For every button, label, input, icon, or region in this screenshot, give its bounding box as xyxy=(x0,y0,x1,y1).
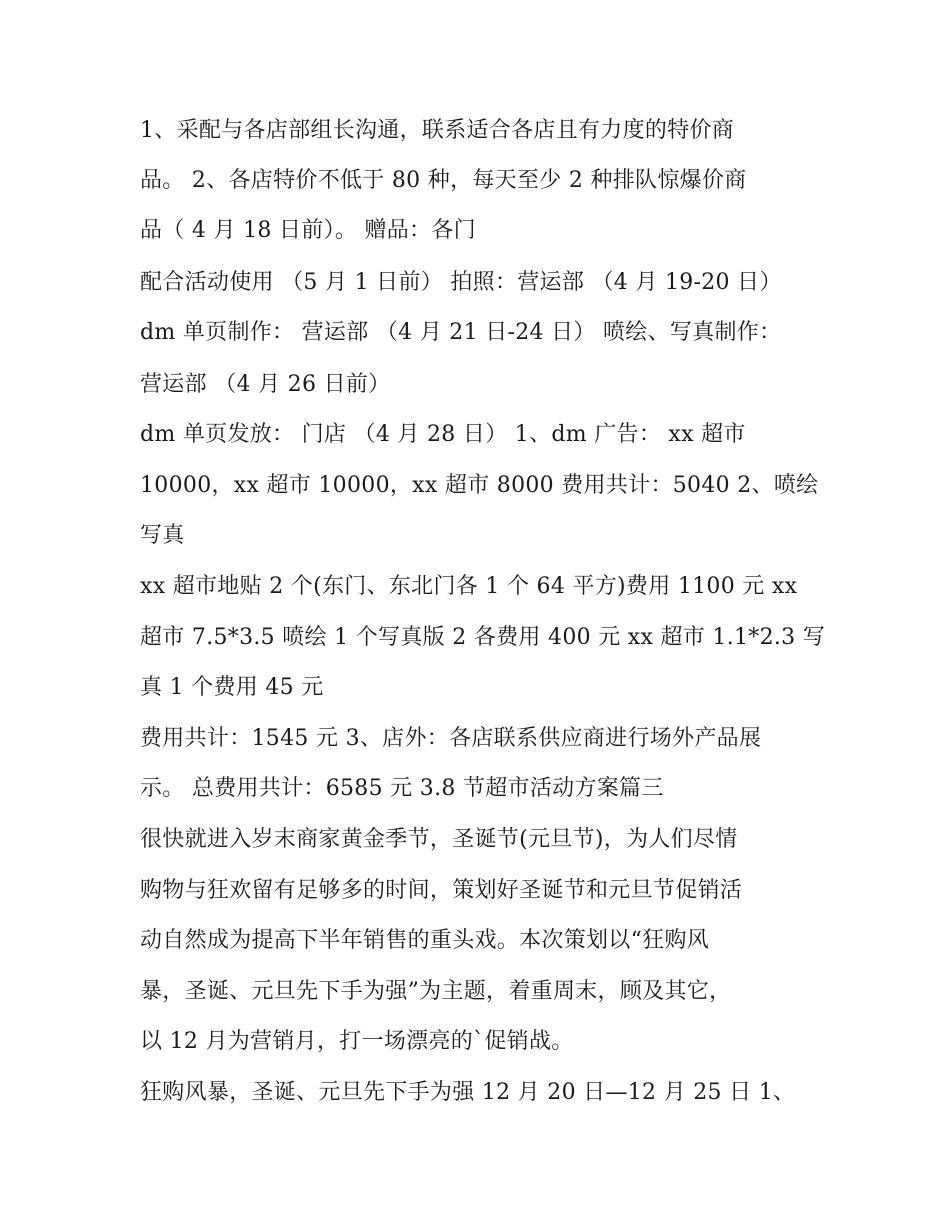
text-line: 狂购风暴，圣诞、元旦先下手为强 12 月 20 日—12 月 25 日 1、 xyxy=(140,1080,796,1105)
text-line: 品。 2、各店特价不低于 80 种，每天至少 2 种排队惊爆价商 xyxy=(140,168,747,193)
text-line: 10000，xx 超市 10000，xx 超市 8000 费用共计：5040 2、喷绘 xyxy=(140,473,819,498)
text-line: dm 单页发放： 门店 （4 月 28 日） 1、dm 广告： xx 超市 xyxy=(140,422,746,447)
text-line: 暴，圣诞、元旦先下手为强”为主题，着重周末，顾及其它， xyxy=(140,979,732,1004)
text-line: xx 超市地贴 2 个(东门、东北门各 1 个 64 平方)费用 1100 元 xx xyxy=(140,574,798,599)
text-line: 品（ 4 月 18 日前）。 赠品：各门 xyxy=(140,218,476,243)
text-line: 配合活动使用 （5 月 1 日前） 拍照：营运部 （4 月 19-20 日） xyxy=(140,270,782,295)
text-line: dm 单页制作： 营运部 （4 月 21 日-24 日） 喷绘、写真制作： xyxy=(140,320,782,345)
text-line: 超市 7.5*3.5 喷绘 1 个写真版 2 各费用 400 元 xx 超市 1.1*2.3 写 xyxy=(140,625,826,650)
text-line: 营运部 （4 月 26 日前） xyxy=(140,372,391,397)
text-line: 很快就进入岁末商家黄金季节，圣诞节(元旦节)，为人们尽情 xyxy=(140,827,738,852)
text-line: 以 12 月为营销月，打一场漂亮的`促销战。 xyxy=(140,1029,574,1054)
text-line: 费用共计：1545 元 3、店外：各店联系供应商进行场外产品展 xyxy=(140,726,762,751)
text-line: 1、采配与各店部组长沟通，联系适合各店且有力度的特价商 xyxy=(140,118,735,143)
text-line: 购物与狂欢留有足够多的时间，策划好圣诞节和元旦节促销活 xyxy=(140,878,743,903)
text-line: 写真 xyxy=(140,523,185,548)
text-line: 动自然成为提高下半年销售的重头戏。本次策划以“狂购风 xyxy=(140,928,710,953)
text-line: 真 1 个费用 45 元 xyxy=(140,675,324,700)
text-line: 示。 总费用共计：6585 元 3.8 节超市活动方案篇三 xyxy=(140,776,664,801)
